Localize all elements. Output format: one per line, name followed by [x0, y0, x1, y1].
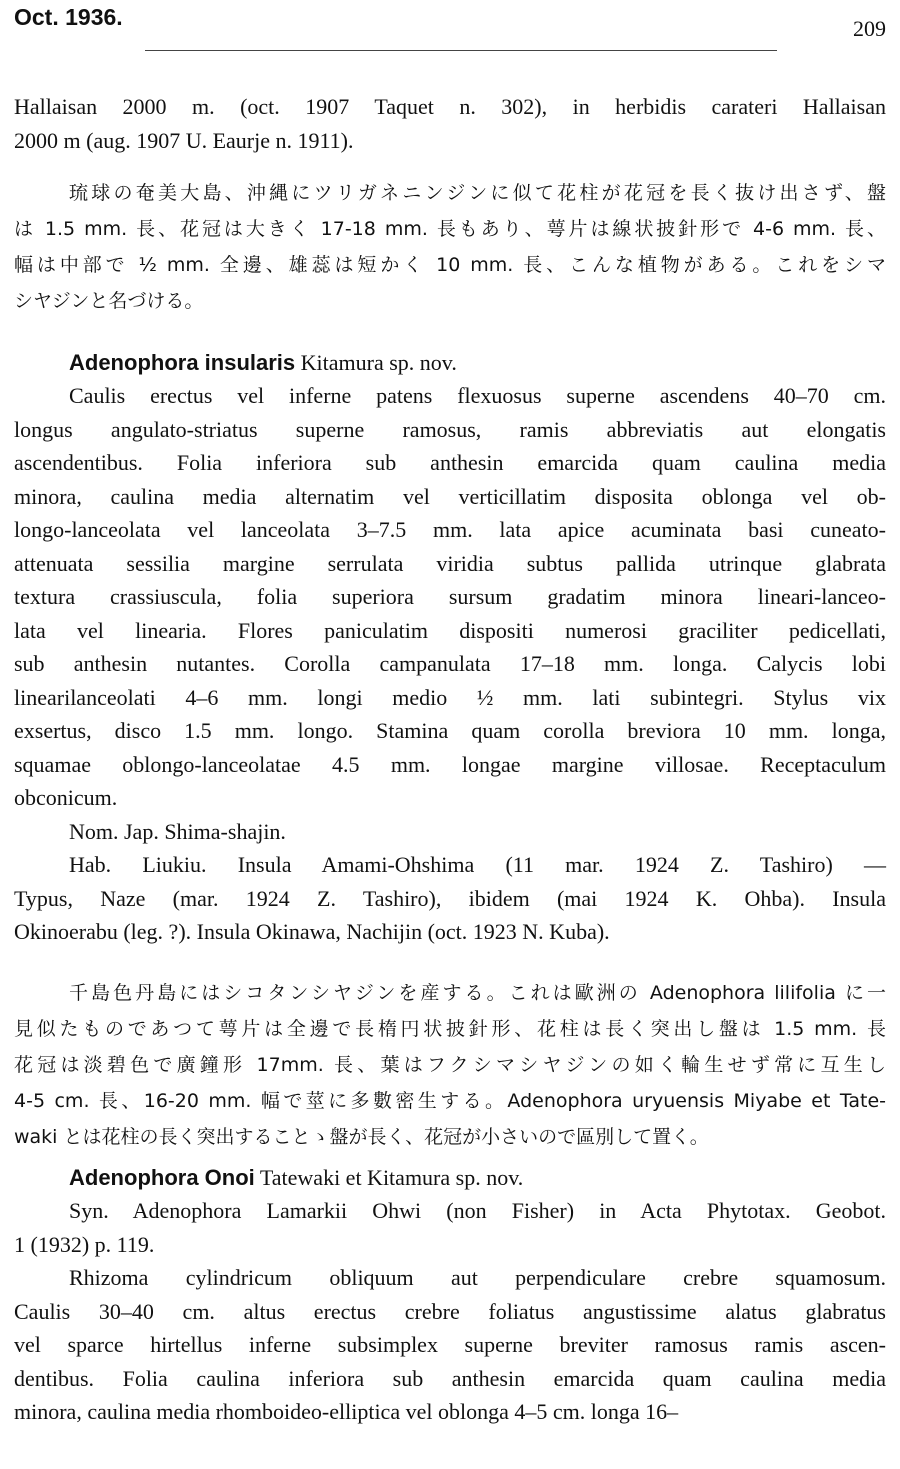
text-line: Hab. Liukiu. Insula Amami-Ohshima (11 mar. 1924 Z. Tashiro) —: [69, 852, 886, 877]
text-line: vel sparce hirtellus inferne subsimplex superne breviter ramosus ramis ascen-: [14, 1332, 886, 1357]
text-line: 琉球の奄美大島、沖縄にツリガネニンジンに似て花柱が花冠を長く抜け出さず、盤: [69, 182, 886, 204]
text-line: 花冠は淡碧色で廣鐘形 17mm. 長、葉はフクシマシヤジンの如く輪生せず常に互生し: [14, 1054, 886, 1076]
text-line: minora, caulina media alternatim vel verticillatim disposita oblonga vel ob-: [14, 483, 886, 509]
species-name: Adenophora insularis: [69, 350, 296, 375]
species-1-description: [14, 379, 886, 949]
journal-date: Oct. 1936.: [14, 4, 123, 30]
japanese-note-1: [14, 175, 886, 319]
text-line: dentibus. Folia caulina inferiora sub anthesin emarcida quam caulina media: [14, 1365, 886, 1391]
text-line: ascendentibus. Folia inferiora sub anthesin emarcida quam caulina media: [14, 450, 886, 475]
locality-paragraph: [14, 90, 886, 157]
species-author: Kitamura sp. nov.: [300, 350, 457, 375]
text-line: obconicum.: [14, 785, 118, 810]
text-line: sub anthesin nutantes. Corolla campanulata 17–18 mm. longa. Calycis lobi: [14, 651, 886, 676]
text-line: waki とは花柱の長く突出することゝ盤が長く、花冠が小さいので區別して置く。: [14, 1126, 709, 1148]
text-line: textura crassiuscula, folia superiora sursum gradatim minora lineari-lanceo-: [14, 584, 886, 609]
text-line: 2000 m (aug. 1907 U. Eaurje n. 1911).: [14, 127, 354, 153]
text-line: Syn. Adenophora Lamarkii Ohwi (non Fisher) in Acta Phytotax. Geobot.: [69, 1198, 886, 1223]
text-line: 4-5 cm. 長、16-20 mm. 幅で莖に多數密生する。Adenophora uryuensis Miyabe et Tate-: [14, 1090, 886, 1112]
species-heading-1: [14, 346, 900, 380]
text-line: 幅は中部で ½ mm. 全邊、雄蕊は短かく 10 mm. 長、こんな植物がある。これをシマ: [14, 254, 886, 276]
text-line: exsertus, disco 1.5 mm. longo. Stamina quam corolla breviora 10 mm. longa,: [14, 718, 886, 743]
text-line: シヤジンと名づける。: [14, 290, 204, 312]
text-line: lata vel linearia. Flores paniculatim dispositi numerosi graciliter pedicellati,: [14, 617, 886, 643]
text-line: 見似たものであつて萼片は全邊で長楕円状披針形、花柱は長く突出し盤は 1.5 mm. 長: [14, 1018, 886, 1040]
text-line: 1 (1932) p. 119.: [14, 1231, 155, 1257]
species-author: Tatewaki et Kitamura sp. nov.: [259, 1165, 524, 1190]
text-line: attenuata sessilia margine serrulata viridia subtus pallida utrinque glabrata: [14, 550, 886, 576]
text-line: Hallaisan 2000 m. (oct. 1907 Taquet n. 302), in herbidis carateri Hallaisan: [14, 94, 886, 119]
text-line: linearilanceolati 4–6 mm. longi medio ½ mm. lati subintegri. Stylus vix: [14, 684, 886, 710]
text-line: squamae oblongo-lanceolatae 4.5 mm. longae margine villosae. Receptaculum: [14, 751, 886, 777]
text-line: Nom. Jap. Shima-shajin.: [69, 818, 286, 844]
species-name: Adenophora Onoi: [69, 1165, 255, 1190]
text-line: Caulis 30–40 cm. altus erectus crebre foliatus angustissime alatus glabratus: [14, 1298, 886, 1324]
text-line: は 1.5 mm. 長、花冠は大きく 17-18 mm. 長もあり、萼片は線状披針形で 4-6 mm. 長、: [14, 218, 886, 240]
text-line: longus angulato-striatus superne ramosus, ramis abbreviatis aut elongatis: [14, 416, 886, 442]
text-line: Caulis erectus vel inferne patens flexuosus superne ascendens 40–70 cm.: [69, 383, 886, 408]
text-line: minora, caulina media rhomboideo-elliptica vel oblonga 4–5 cm. longa 16–: [14, 1399, 679, 1424]
japanese-note-2: [14, 975, 886, 1155]
text-line: Typus, Naze (mar. 1924 Z. Tashiro), ibidem (mai 1924 K. Ohba). Insula: [14, 885, 886, 911]
text-line: 千島色丹島にはシコタンシヤジンを産する。これは歐洲の Adenophora lilifolia に一: [69, 982, 886, 1004]
species-2-description: [14, 1194, 886, 1429]
text-line: Okinoerabu (leg. ?). Insula Okinawa, Nachijin (oct. 1923 N. Kuba).: [14, 919, 610, 944]
text-line: longo-lanceolata vel lanceolata 3–7.5 mm. lata apice acuminata basi cuneato-: [14, 517, 886, 542]
text-line: Rhizoma cylindricum obliquum aut perpendiculare crebre squamosum.: [69, 1265, 886, 1290]
header-rule: [145, 50, 777, 51]
species-heading-2: [14, 1161, 900, 1195]
page-number: 209: [853, 16, 886, 41]
